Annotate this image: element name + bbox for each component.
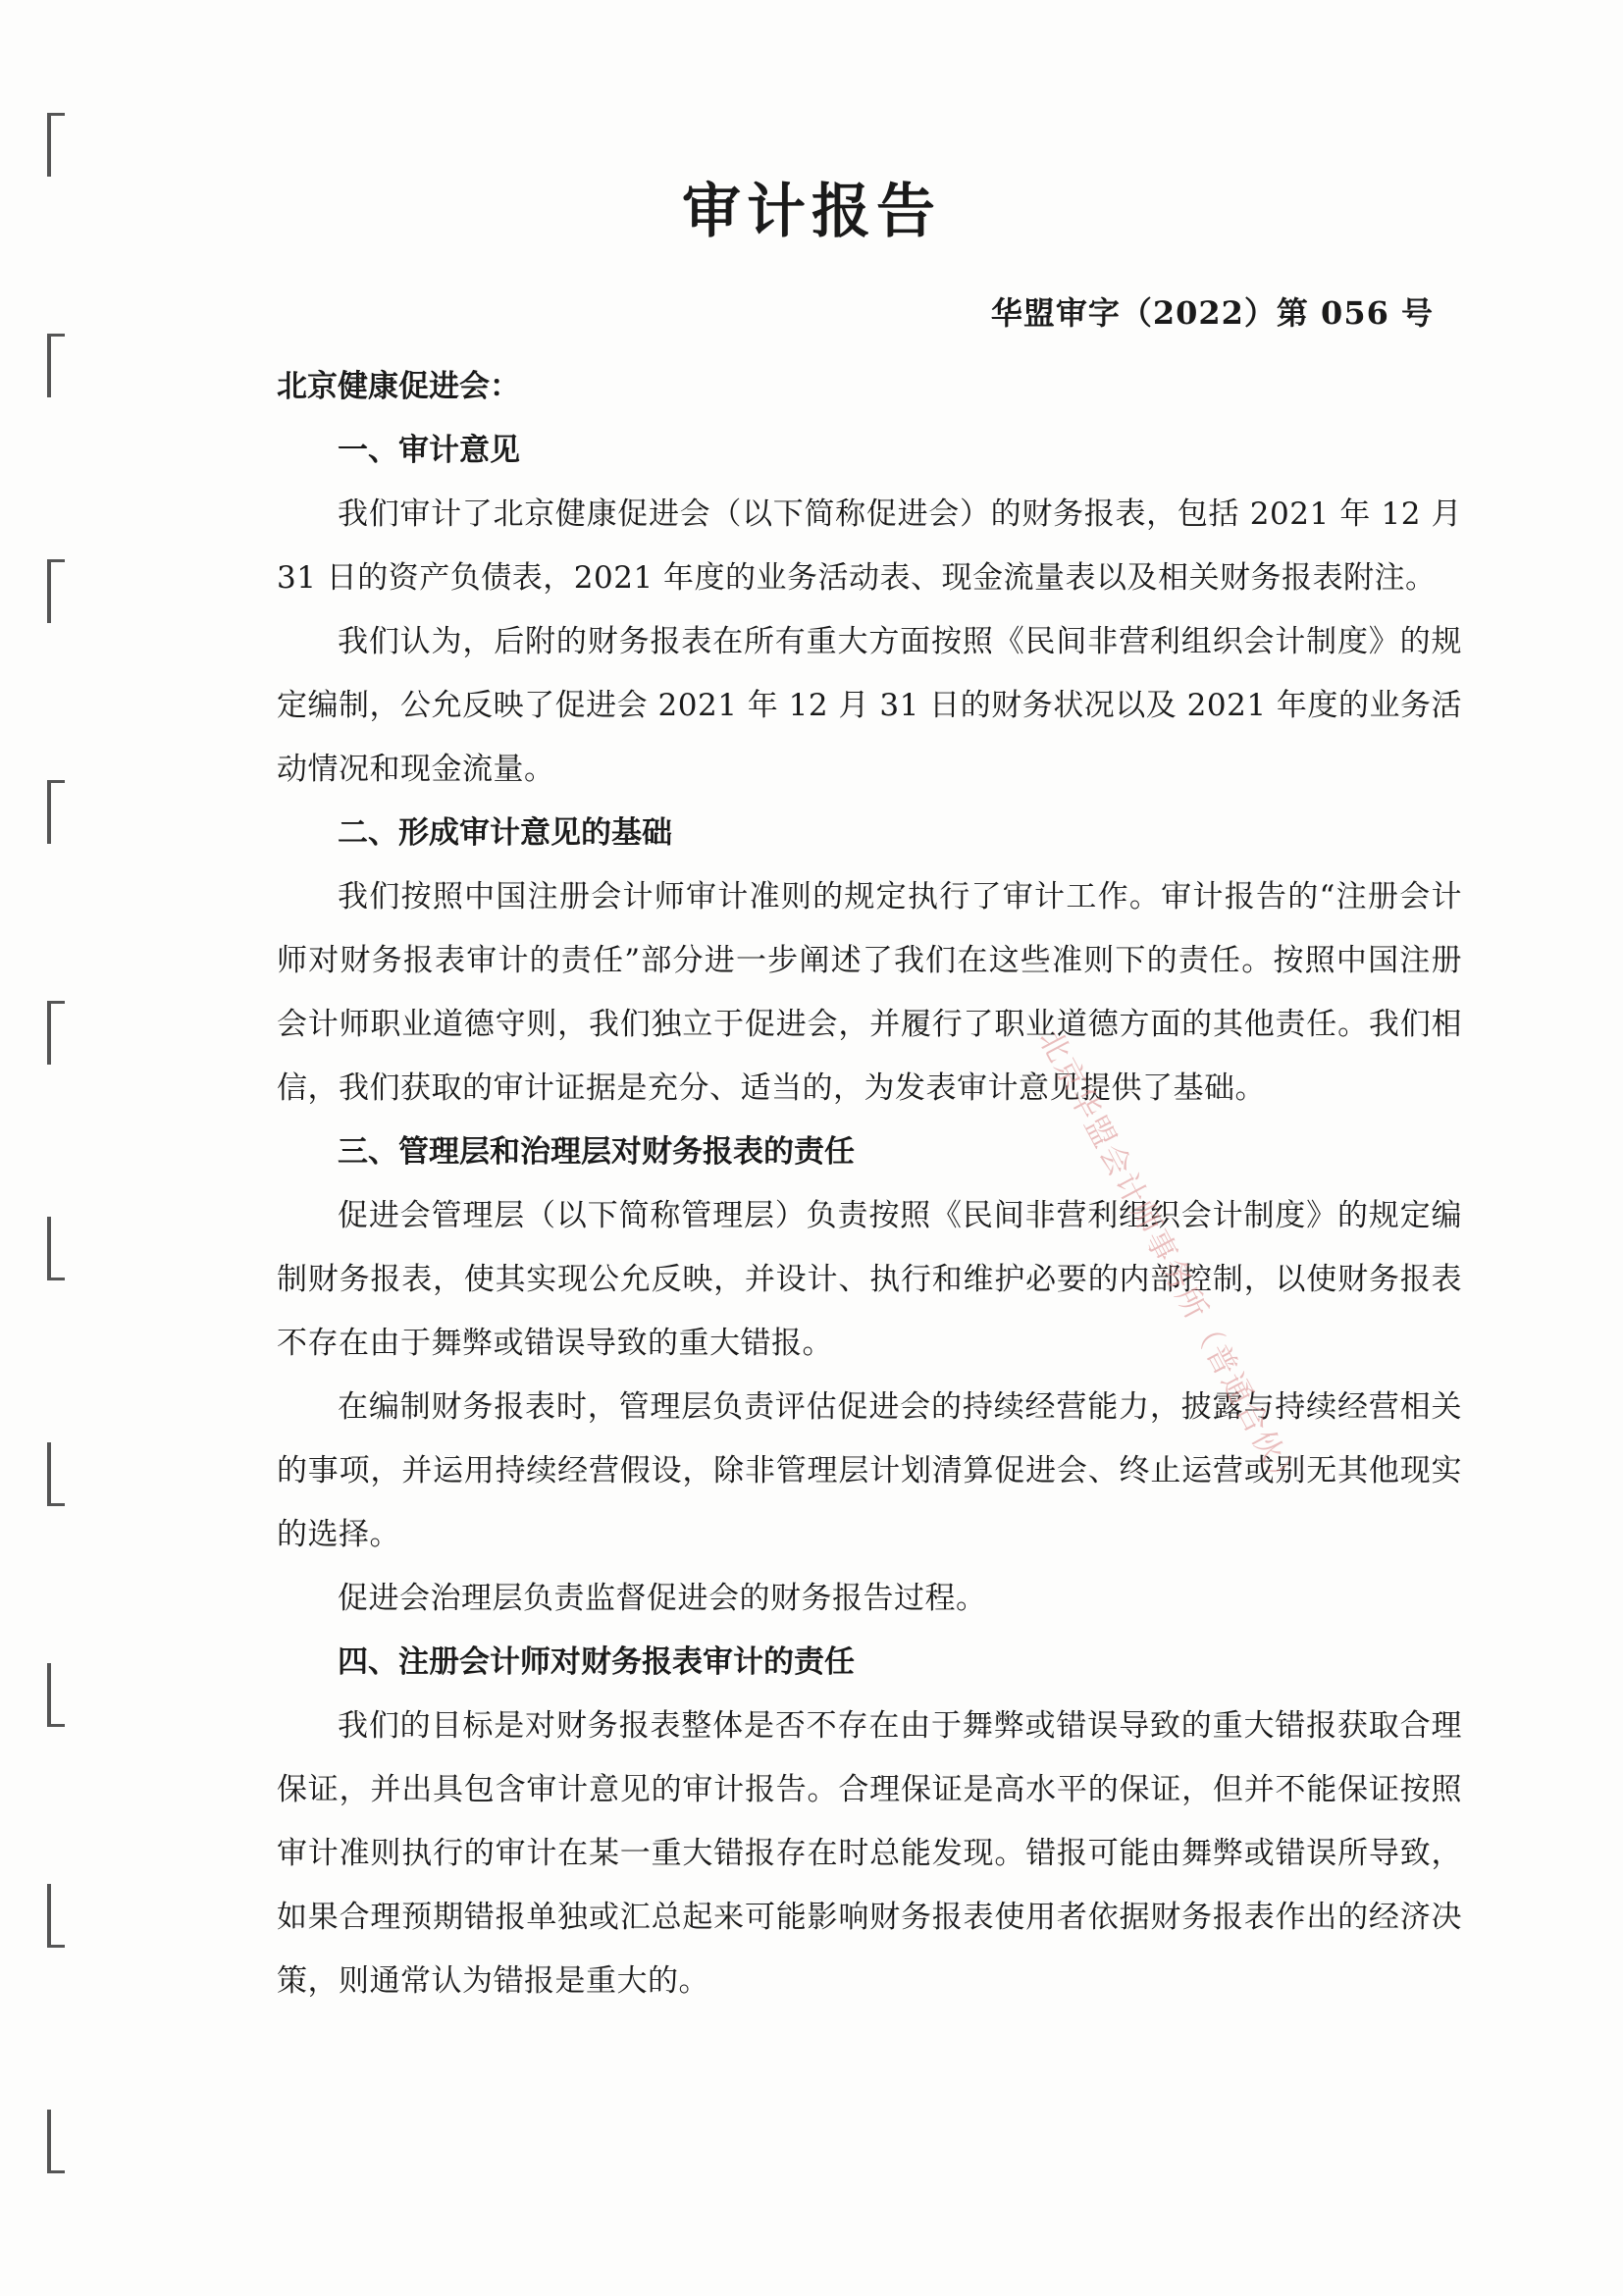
binding-mark bbox=[47, 1442, 65, 1506]
paragraph: 我们审计了北京健康促进会（以下简称促进会）的财务报表，包括 2021 年 12 月 31 日的资产负债表，2021 年度的业务活动表、现金流量表以及相关财务报表附注。 bbox=[277, 496, 1462, 596]
paragraph: 我们的目标是对财务报表整体是否不存在由于舞弊或错误导致的重大错报获取合理保证，并出具包含审计意见的审计报告。合理保证是高水平的保证，但并不能保证按照审计准则执行的审计在某一重大错报存在时总能发现。错报可能由舞弊或错误所导致，如果合理预期错报单独或汇总起来可能影响财务报表使用者依据财务报表作出的经济决策，则通常认为错报是重大的。 bbox=[277, 1708, 1462, 1999]
binding-mark bbox=[47, 1001, 65, 1065]
section-heading: 二、形成审计意见的基础 bbox=[338, 815, 672, 851]
paragraph: 促进会治理层负责监督促进会的财务报告过程。 bbox=[338, 1581, 987, 1616]
page-title: 审计报告 bbox=[682, 178, 941, 246]
binding-mark bbox=[47, 780, 65, 844]
binding-mark bbox=[47, 1663, 65, 1727]
section-heading: 四、注册会计师对财务报表审计的责任 bbox=[338, 1644, 855, 1680]
binding-mark bbox=[47, 559, 65, 623]
paragraph: 我们按照中国注册会计师审计准则的规定执行了审计工作。审计报告的“注册会计师对财务报表审计的责任”部分进一步阐述了我们在这些准则下的责任。按照中国注册会计师职业道德守则，我们独立于促进会，并履行了职业道德方面的其他责任。我们相信，我们获取的审计证据是充分、适当的，为发表审计意见提供了基础。 bbox=[277, 879, 1462, 1106]
section-heading: 三、管理层和治理层对财务报表的责任 bbox=[338, 1134, 855, 1170]
report-body bbox=[277, 355, 1462, 2013]
binding-mark bbox=[47, 2110, 65, 2173]
paragraph: 在编制财务报表时，管理层负责评估促进会的持续经营能力，披露与持续经营相关的事项，并运用持续经营假设，除非管理层计划清算促进会、终止运营或别无其他现实的选择。 bbox=[277, 1389, 1462, 1552]
section-heading: 一、审计意见 bbox=[338, 433, 520, 468]
binding-mark bbox=[47, 1884, 65, 1948]
paragraph: 我们认为，后附的财务报表在所有重大方面按照《民间非营利组织会计制度》的规定编制，公允反映了促进会 2021 年 12 月 31 日的财务状况以及 2021 年度的业务活动情况和现金流量。 bbox=[277, 624, 1462, 787]
seal-stamp: 北京华盟会计师事务所（普通合伙） bbox=[1031, 1023, 1306, 1498]
paragraph: 促进会管理层（以下简称管理层）负责按照《民间非营利组织会计制度》的规定编制财务报表，使其实现公允反映，并设计、执行和维护必要的内部控制，以使财务报表不存在由于舞弊或错误导致的重大错报。 bbox=[277, 1198, 1462, 1361]
addressee: 北京健康促进会： bbox=[277, 369, 520, 404]
binding-mark bbox=[47, 1217, 65, 1280]
binding-mark bbox=[47, 334, 65, 397]
document-number: 华盟审字（2022）第 056 号 bbox=[990, 294, 1434, 332]
